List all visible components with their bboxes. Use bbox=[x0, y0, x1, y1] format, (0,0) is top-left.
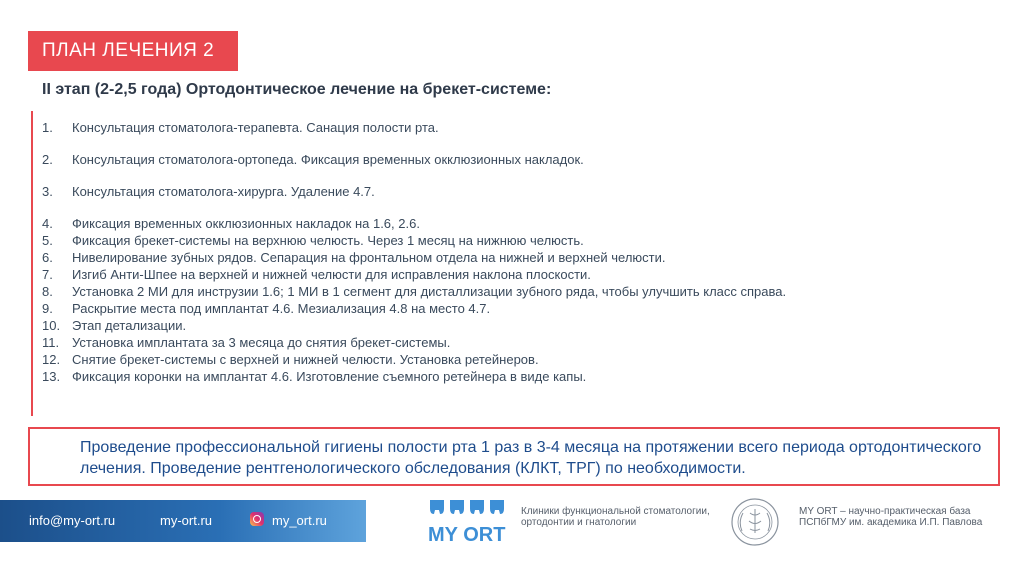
clinic-caption: Клиники функциональной стоматологии, ортодонтии и гнатологии bbox=[521, 506, 710, 528]
step-number: 4. bbox=[42, 216, 53, 231]
step-number: 1. bbox=[42, 120, 53, 135]
page-title: ПЛАН ЛЕЧЕНИЯ 2 bbox=[28, 31, 238, 71]
step-text: Консультация стоматолога-терапевта. Санация полости рта. bbox=[72, 120, 439, 135]
list-item bbox=[42, 352, 842, 367]
list-item bbox=[42, 250, 842, 265]
step-text: Раскрытие места под имплантат 4.6. Мезиализация 4.8 на место 4.7. bbox=[72, 301, 491, 316]
step-number: 5. bbox=[42, 233, 53, 248]
step-text: Консультация стоматолога-ортопеда. Фиксация временных окклюзионных накладок. bbox=[72, 152, 584, 167]
treatment-steps-list bbox=[42, 120, 842, 386]
footer-contact-bar bbox=[0, 500, 366, 542]
step-number: 3. bbox=[42, 184, 53, 199]
step-number: 8. bbox=[42, 284, 53, 299]
list-item bbox=[42, 284, 842, 299]
website-link[interactable]: my-ort.ru bbox=[160, 513, 212, 528]
step-number: 12. bbox=[42, 352, 61, 367]
step-number: 2. bbox=[42, 152, 53, 167]
step-number: 13. bbox=[42, 369, 61, 384]
stage-heading: II этап (2-2,5 года) Ортодонтическое лечение на брекет-системе: bbox=[42, 81, 552, 98]
step-number: 11. bbox=[42, 335, 60, 350]
list-item bbox=[42, 216, 842, 231]
instagram-icon bbox=[250, 512, 264, 526]
step-text: Снятие брекет-системы с верхней и нижней челюсти. Установка ретейнеров. bbox=[72, 352, 539, 367]
step-text: Этап детализации. bbox=[72, 318, 187, 333]
accent-divider bbox=[31, 111, 33, 416]
list-item bbox=[42, 120, 842, 135]
instagram-link[interactable]: my_ort.ru bbox=[272, 513, 327, 528]
step-text: Нивелирование зубных рядов. Сепарация на фронтальном отдела на нижней и верхней челюсти. bbox=[72, 250, 666, 265]
step-text: Фиксация коронки на имплантат 4.6. Изготовление съемного ретейнера в виде капы. bbox=[72, 369, 587, 384]
list-item bbox=[42, 301, 842, 316]
list-item bbox=[42, 184, 842, 199]
myort-logo-text: MY ORT bbox=[428, 524, 506, 546]
list-item bbox=[42, 369, 842, 384]
email-link[interactable]: info@my-ort.ru bbox=[29, 513, 116, 528]
step-number: 6. bbox=[42, 250, 53, 265]
hygiene-note-box bbox=[28, 427, 1000, 486]
step-text: Установка 2 МИ для инструзии 1.6; 1 МИ в 1 сегмент для дисталлизации зубного ряда, чтобы улучшить класс справа. bbox=[72, 284, 787, 299]
step-number: 9. bbox=[42, 301, 53, 316]
list-item bbox=[42, 267, 842, 282]
step-text: Изгиб Анти-Шпее на верхней и нижней челюсти для исправления наклона плоскости. bbox=[72, 267, 591, 282]
step-text: Консультация стоматолога-хирурга. Удаление 4.7. bbox=[72, 184, 375, 199]
step-number: 7. bbox=[42, 267, 53, 282]
university-seal-icon bbox=[730, 497, 780, 547]
step-text: Фиксация брекет-системы на верхнюю челюсть. Через 1 месяц на нижнюю челюсть. bbox=[72, 233, 584, 248]
list-item bbox=[42, 233, 842, 248]
list-item bbox=[42, 318, 842, 333]
hygiene-note-text: Проведение профессиональной гигиены полости рта 1 раз в 3-4 месяца на протяжении всего периода ортодонтического лечения. Проведение рентгенологического обследования (КЛКТ, ТРГ) по необходимости. bbox=[80, 439, 982, 477]
list-item bbox=[42, 152, 842, 167]
list-item bbox=[42, 335, 842, 350]
myort-logo bbox=[426, 498, 512, 546]
university-caption: MY ORT – научно-практическая база ПСПбГМУ им. академика И.П. Павлова bbox=[799, 506, 983, 528]
step-text: Установка имплантата за 3 месяца до снятия брекет-системы. bbox=[72, 335, 451, 350]
step-text: Фиксация временных окклюзионных накладок на 1.6, 2.6. bbox=[72, 216, 420, 231]
step-number: 10. bbox=[42, 318, 61, 333]
